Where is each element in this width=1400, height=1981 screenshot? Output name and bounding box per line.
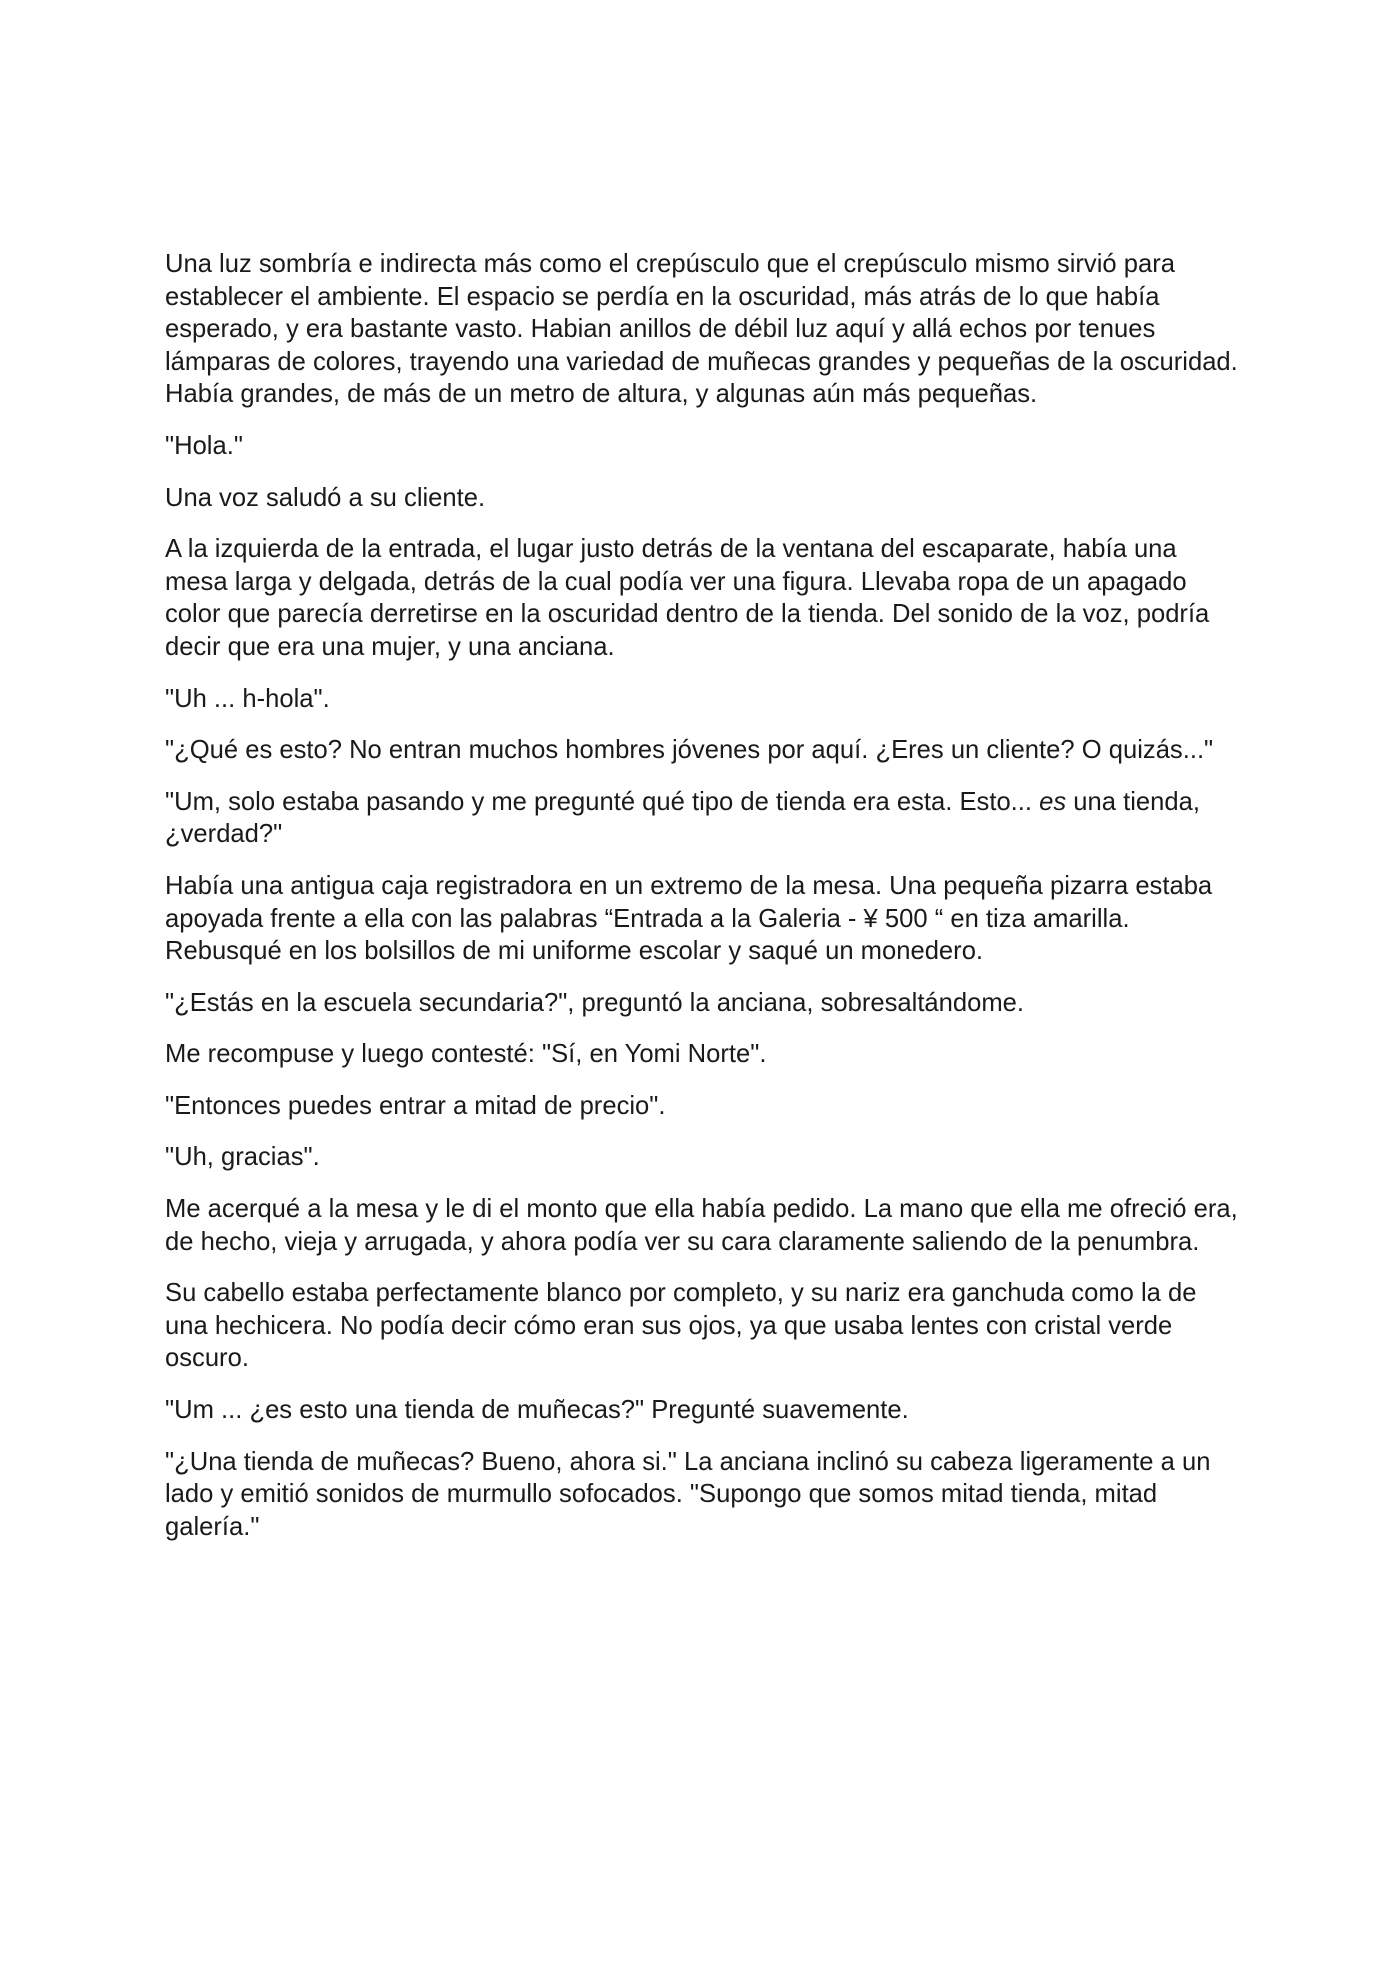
paragraph: Me recompuse y luego contesté: "Sí, en Yomi Norte". [165, 1040, 767, 1069]
paragraph: Su cabello estaba perfectamente blanco por completo, y su nariz era ganchuda como la de una hechicera. No podía decir cómo eran sus ojos, ya que usaba lentes con cristal verde oscuro. [165, 1279, 1197, 1373]
paragraph-text: una tienda, ¿verdad?" [165, 787, 1200, 849]
paragraph: Una voz saludó a su cliente. [165, 483, 486, 512]
paragraph: Me acerqué a la mesa y le di el monto que ella había pedido. La mano que ella me ofreció era, de hecho, vieja y arrugada, y ahora podía ver su cara claramente saliendo de la penumbra. [165, 1195, 1238, 1256]
paragraph: Una luz sombría e indirecta más como el crepúsculo que el crepúsculo mismo sirvió para establecer el ambiente. El espacio se perdía en la oscuridad, más atrás de lo que había esperado, y era bastante vasto. Habian anillos de débil luz aquí y allá echos por tenues lámparas de colores, trayendo una variedad de muñecas grandes y pequeñas de la oscuridad. Había grandes, de más de un metro de altura, y algunas aún más pequeñas. [165, 250, 1238, 409]
emphasis-text: es [1039, 787, 1067, 816]
paragraph: "Hola." [165, 431, 243, 460]
paragraph: "Um ... ¿es esto una tienda de muñecas?" Pregunté suavemente. [165, 1396, 909, 1425]
paragraph-text: "Um, solo estaba pasando y me pregunté qué tipo de tienda era esta. Esto... [165, 787, 1040, 816]
paragraph [165, 786, 1245, 851]
paragraph: Había una antigua caja registradora en un extremo de la mesa. Una pequeña pizarra estaba apoyada frente a ella con las palabras “Entrada a la Galeria - ¥ 500 “ en tiza amarilla. Rebusqué en los bolsillos de mi uniforme escolar y saqué un monedero. [165, 871, 1213, 966]
paragraph: "Uh, gracias". [165, 1143, 320, 1172]
paragraph: "Entonces puedes entrar a mitad de precio". [165, 1091, 666, 1120]
paragraph: "¿Estás en la escuela secundaria?", preguntó la anciana, sobresaltándome. [165, 988, 1025, 1017]
paragraph: A la izquierda de la entrada, el lugar justo detrás de la ventana del escaparate, había una mesa larga y delgada, detrás de la cual podía ver una figura. Llevaba ropa de un apagado color que parecía derretirse en la oscuridad dentro de la tienda. Del sonido de la voz, podría decir que era una mujer, y una anciana. [165, 535, 1210, 661]
document-body [165, 248, 1245, 1562]
paragraph: "¿Una tienda de muñecas? Bueno, ahora si." La anciana inclinó su cabeza ligeramente a un lado y emitió sonidos de murmullo sofocados. "Supongo que somos mitad tienda, mitad galería." [165, 1447, 1211, 1541]
paragraph: "Uh ... h-hola". [165, 684, 330, 713]
paragraph: "¿Qué es esto? No entran muchos hombres jóvenes por aquí. ¿Eres un cliente? O quizás..." [165, 736, 1214, 765]
